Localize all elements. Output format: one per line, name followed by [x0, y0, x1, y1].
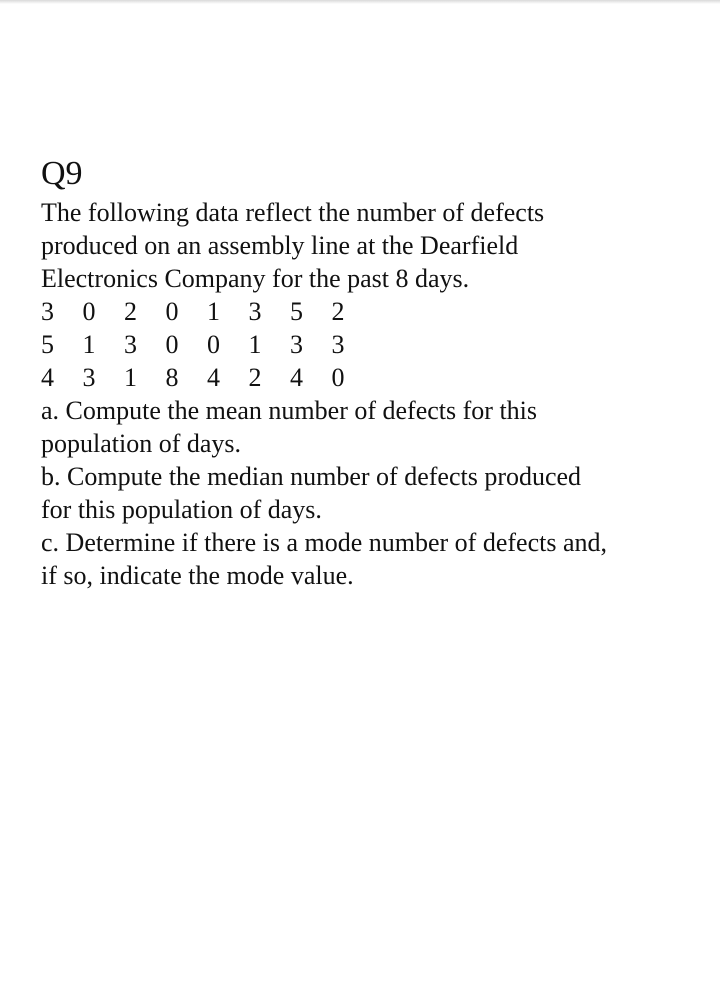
data-value: 8 — [165, 363, 179, 392]
part-a-line: a. Compute the mean number of defects for this — [41, 396, 538, 425]
data-value: 3 — [41, 297, 54, 326]
part-b-line: b. Compute the median number of defects produced — [41, 462, 582, 491]
data-value: 1 — [82, 330, 96, 359]
intro-line: The following data reflect the number of defects — [41, 198, 545, 227]
part-a-line: population of days. — [41, 429, 242, 458]
data-value: 5 — [41, 330, 54, 359]
data-value: 3 — [124, 330, 137, 359]
intro-line: Electronics Company for the past 8 days. — [41, 264, 470, 293]
data-row — [41, 361, 681, 394]
data-value: 3 — [82, 363, 96, 392]
data-value: 0 — [207, 330, 220, 359]
part-b-line: for this population of days. — [41, 495, 322, 524]
question-intro — [41, 196, 681, 295]
data-value: 1 — [248, 330, 262, 359]
data-row — [41, 295, 681, 328]
data-value: 3 — [290, 330, 303, 359]
data-value: 4 — [290, 363, 303, 392]
top-edge-shadow — [0, 0, 720, 4]
question-number: Q9 — [41, 155, 83, 192]
data-row — [41, 328, 681, 361]
part-c-line: if so, indicate the mode value. — [41, 561, 354, 590]
question-block — [41, 152, 681, 592]
data-value: 0 — [165, 297, 179, 326]
question-parts — [41, 394, 681, 592]
intro-line: produced on an assembly line at the Dearfield — [41, 231, 519, 260]
defect-data-table — [41, 295, 681, 394]
data-value: 5 — [290, 297, 303, 326]
data-value: 1 — [207, 297, 220, 326]
data-value: 4 — [41, 363, 54, 392]
data-value: 1 — [124, 363, 137, 392]
data-value: 0 — [331, 363, 345, 392]
data-value: 0 — [165, 330, 179, 359]
data-value: 2 — [248, 363, 262, 392]
data-value: 4 — [207, 363, 220, 392]
data-value: 3 — [331, 330, 345, 359]
data-value: 0 — [82, 297, 96, 326]
data-value: 2 — [331, 297, 345, 326]
data-value: 2 — [124, 297, 137, 326]
part-c-line: c. Determine if there is a mode number of defects and, — [41, 528, 607, 557]
data-value: 3 — [248, 297, 262, 326]
